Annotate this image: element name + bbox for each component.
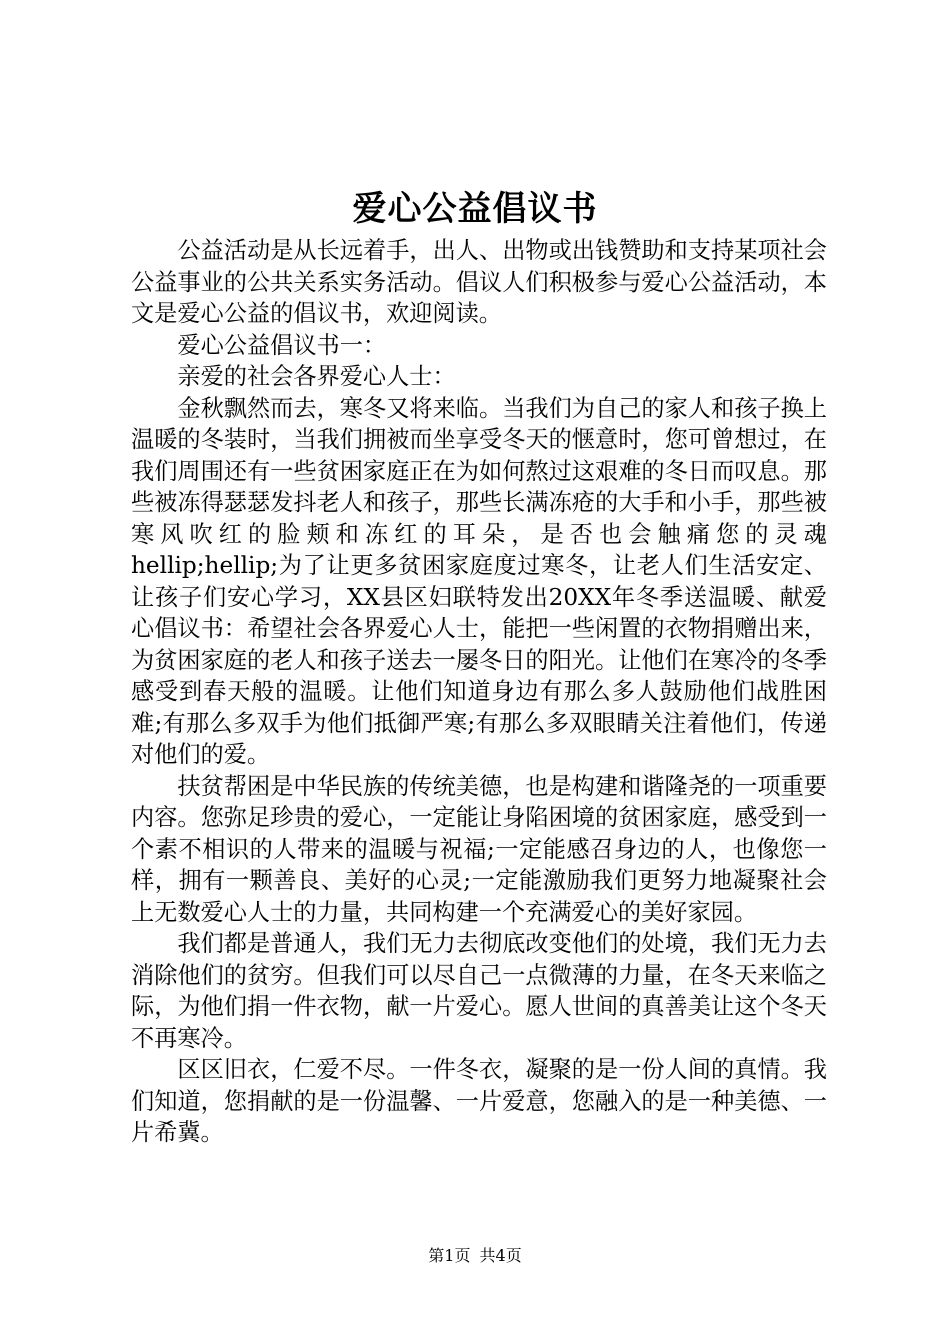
body-paragraph: 我们都是普通人，我们无力去彻底改变他们的处境，我们无力去消除他们的贫穷。但我们可以尽自己一点微薄的力量，在冬天来临之际，为他们捐一件衣物，献一片爱心。愿人世间的真善美让这个冬天不再寒冷。	[131, 930, 827, 1052]
document-body	[131, 235, 827, 1149]
document-title: 爱心公益倡议书	[352, 189, 598, 229]
intro-paragraph: 公益活动是从长远着手，出人、出物或出钱赞助和支持某项社会公益事业的公共关系实务活动。倡议人们积极参与爱心公益活动，本文是爱心公益的倡议书，欢迎阅读。	[131, 237, 827, 327]
body-paragraph: 区区旧衣，仁爱不尽。一件冬衣，凝聚的是一份人间的真情。我们知道，您捐献的是一份温馨、一片爱意，您融入的是一种美德、一片希冀。	[131, 1056, 827, 1146]
section-heading: 爱心公益倡议书一：	[177, 331, 387, 359]
body-paragraph: 金秋飘然而去，寒冬又将来临。当我们为自己的家人和孩子换上温暖的冬装时，当我们拥被而坐享受冬天的惬意时，您可曾想过，在我们周围还有一些贫困家庭正在为如何熬过这艰难的冬日而叹息。那些被冻得瑟瑟发抖老人和孩子，那些长满冻疮的大手和小手，那些被寒风吹红的脸颊和冻红的耳朵，是否也会触痛您的灵魂hellip;hellip;为了让更多贫困家庭度过寒冬，让老人们生活安定、让孩子们安心学习，XX县区妇联特发出20XX年冬季送温暖、献爱心倡议书：希望社会各界爱心人士，能把一些闲置的衣物捐赠出来，为贫困家庭的老人和孩子送去一屡冬日的阳光。让他们在寒冷的冬季感受到春天般的温暖。让他们知道身边有那么多人鼓励他们战胜困难;有那么多双手为他们抵御严寒;有那么多双眼睛关注着他们，传递对他们的爱。	[131, 394, 827, 768]
page-number-footer: 第1页 共4页	[428, 1246, 522, 1265]
salutation: 亲爱的社会各界爱心人士：	[177, 363, 456, 390]
body-paragraph: 扶贫帮困是中华民族的传统美德，也是构建和谐隆尧的一项重要内容。您弥足珍贵的爱心，一定能让身陷困境的贫困家庭，感受到一个素不相识的人带来的温暖与祝福;一定能感召身边的人，也像您一样，拥有一颗善良、美好的心灵;一定能激励我们更努力地凝聚社会上无数爱心人士的力量，共同构建一个充满爱心的美好家园。	[131, 772, 827, 926]
